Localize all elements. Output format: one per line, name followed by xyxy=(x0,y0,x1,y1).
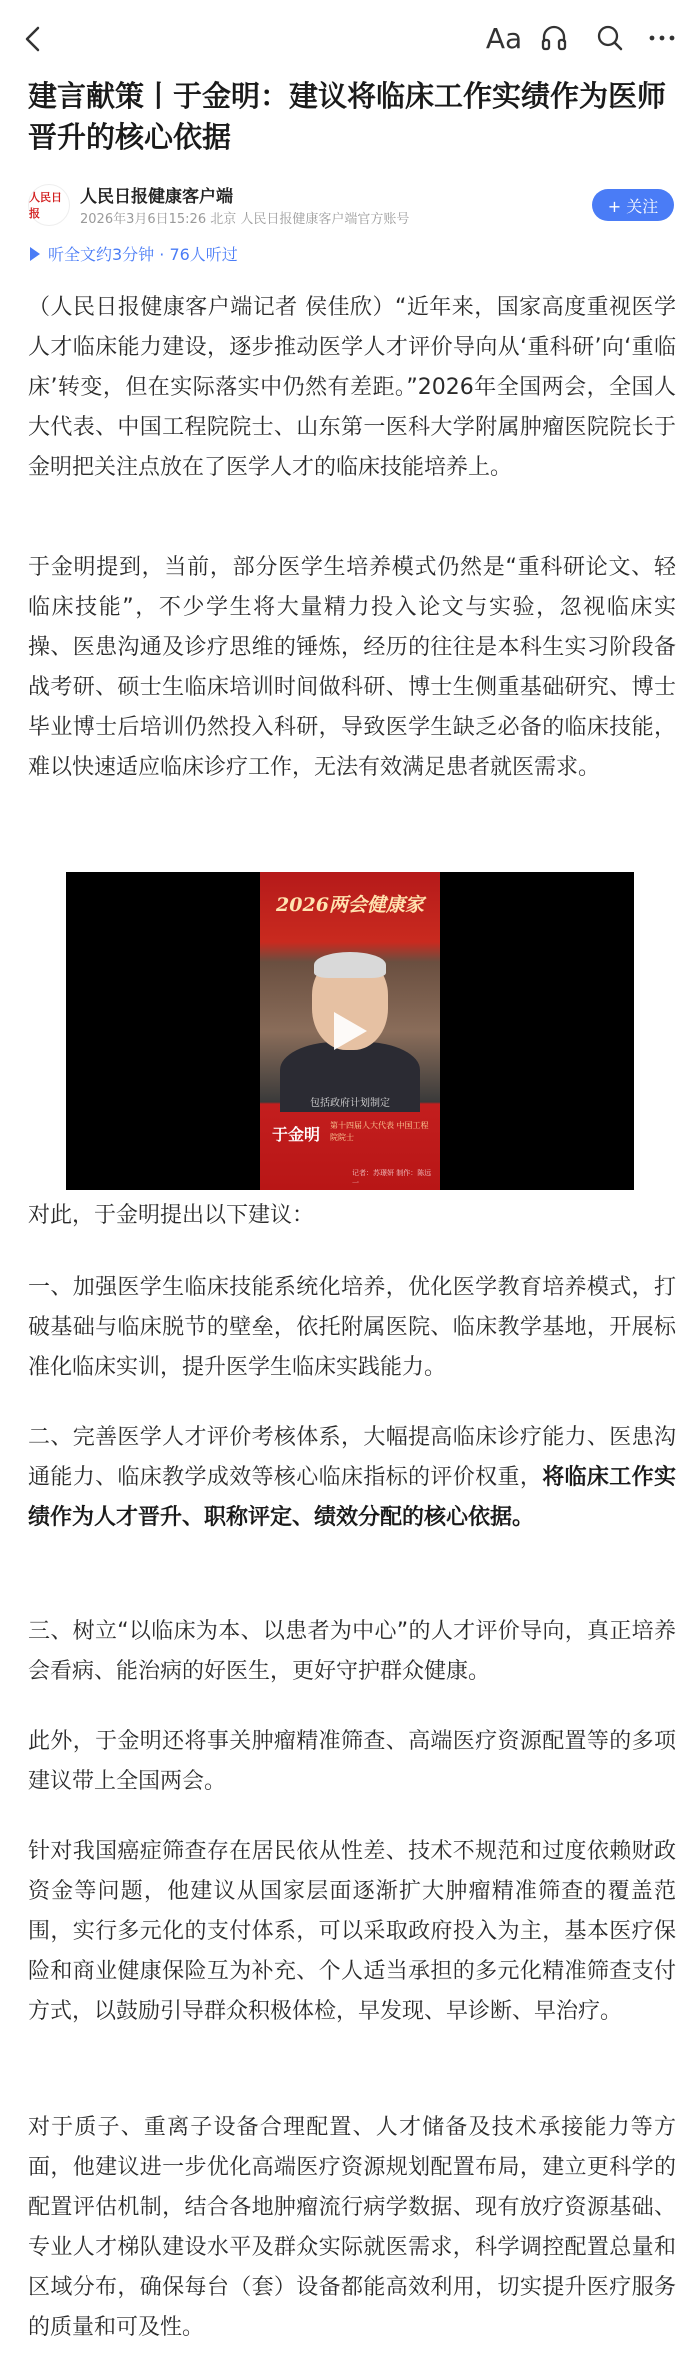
font-size-button[interactable] xyxy=(482,20,526,56)
font-size-label: Aa xyxy=(485,21,523,55)
paragraph-2: 于金明提到，当前，部分医学生培养模式仍然是“重科研论文、轻临床技能”，不少学生将大量精力投入论文与实验，忽视临床实操、医患沟通及诊疗思维的锤炼，经历的往往是本科生实习阶段备战考研、硕士生临床培训时间做科研、博士生侧重基础研究、博士毕业博士后培训仍然投入科研，导致医学生缺乏必备的临床技能，难以快速适应临床诊疗工作，无法有效满足患者就医需求。 xyxy=(28,555,676,780)
video-player[interactable] xyxy=(66,872,634,1190)
more-icon[interactable] xyxy=(644,20,680,56)
paragraph-4: 一、加强医学生临床技能系统化培养，优化医学教育培养模式，打破基础与临床脱节的壁垒，依托附属医院、临床教学基地，开展标准化临床实训，提升医学生临床实践能力。 xyxy=(28,1275,676,1380)
author-name[interactable]: 人民日报健康客户端 xyxy=(80,187,233,207)
poster-person-role: 第十四届人大代表 中国工程院院士 xyxy=(330,1121,429,1142)
paragraph-7: 此外，于金明还将事关肿瘤精准筛查、高端医疗资源配置等的多项建议带上全国两会。 xyxy=(28,1729,676,1794)
paragraph-9: 对于质子、重离子设备合理配置、人才储备及技术承接能力等方面，他建议进一步优化高端医疗资源规划配置布局，建立更科学的配置评估机制，结合各地肿瘤流行病学数据、现有放疗资源基础、专业人才梯队建设水平及群众实际就医需求，科学调控配置总量和区域分布，确保每台（套）设备都能高效利用，切实提升医疗服务的质量和可及性。 xyxy=(28,2115,676,2340)
poster-person-name: 于金明 xyxy=(272,1125,321,1144)
paragraph-6: 三、树立“以临床为本、以患者为中心”的人才评价导向，真正培养会看病、能治病的好医生，更好守护群众健康。 xyxy=(28,1619,676,1684)
paragraph-3: 对此，于金明提出以下建议： xyxy=(28,1203,315,1228)
article-title: 建言献策丨于金明：建议将临床工作实绩作为医师晋升的核心依据 xyxy=(28,79,667,154)
listen-label: 听全文约3分钟 · 76人听过 xyxy=(48,245,238,264)
listen-full-text-button[interactable] xyxy=(30,242,238,265)
poster-title: 2026两会健康家 xyxy=(276,894,424,916)
play-triangle-icon xyxy=(30,247,40,261)
paragraph-1: （人民日报健康客户端记者 侯佳欣）“近年来，国家高度重视医学人才临床能力建设，逐步推动医学人才评价导向从‘重科研’向‘重临床’转变，但在实际落实中仍然有差距。”2026年全国两会，全国人大代表、中国工程院院士、山东第一医科大学附属肿瘤医院院长于金明把关注点放在了医学人才的临床技能培养上。 xyxy=(28,295,676,480)
play-icon[interactable] xyxy=(330,1009,370,1053)
back-arrow-icon[interactable] xyxy=(18,22,48,56)
author-avatar[interactable] xyxy=(28,184,70,226)
author-meta: 2026年3月6日15:26 北京 人民日报健康客户端官方账号 xyxy=(80,212,410,227)
poster-credit: 记者：苏璟妍 制作：陈远一 xyxy=(352,1169,432,1187)
paragraph-5 xyxy=(28,1418,676,1538)
bold-sentence: 将临床工作实绩作为人才晋升、职称评定、绩效分配的核心依据。 xyxy=(28,1465,676,1530)
paragraph-5-text: 二、完善医学人才评价考核体系，大幅提高临床诊疗能力、医患沟通能力、临床教学成效等核心临床指标的评价权重， xyxy=(28,1425,676,1490)
top-bar xyxy=(0,0,700,74)
poster-person-hair xyxy=(314,952,386,978)
headphones-icon[interactable] xyxy=(536,20,572,56)
paragraph-8: 针对我国癌症筛查存在居民依从性差、技术不规范和过度依赖财政资金等问题，他建议从国家层面逐渐扩大肿瘤精准筛查的覆盖范围，实行多元化的支付体系，可以采取政府投入为主，基本医疗保险和商业健康保险互为补充、个人适当承担的多元化精准筛查支付方式，以鼓励引导群众积极体检，早发现、早诊断、早治疗。 xyxy=(28,1839,676,2024)
follow-button[interactable]: + 关注 xyxy=(592,189,674,221)
video-caption: 包括政府计划制定 xyxy=(310,1098,390,1109)
author-logo-text: 人民日报 xyxy=(29,191,62,220)
search-icon[interactable] xyxy=(592,20,628,56)
